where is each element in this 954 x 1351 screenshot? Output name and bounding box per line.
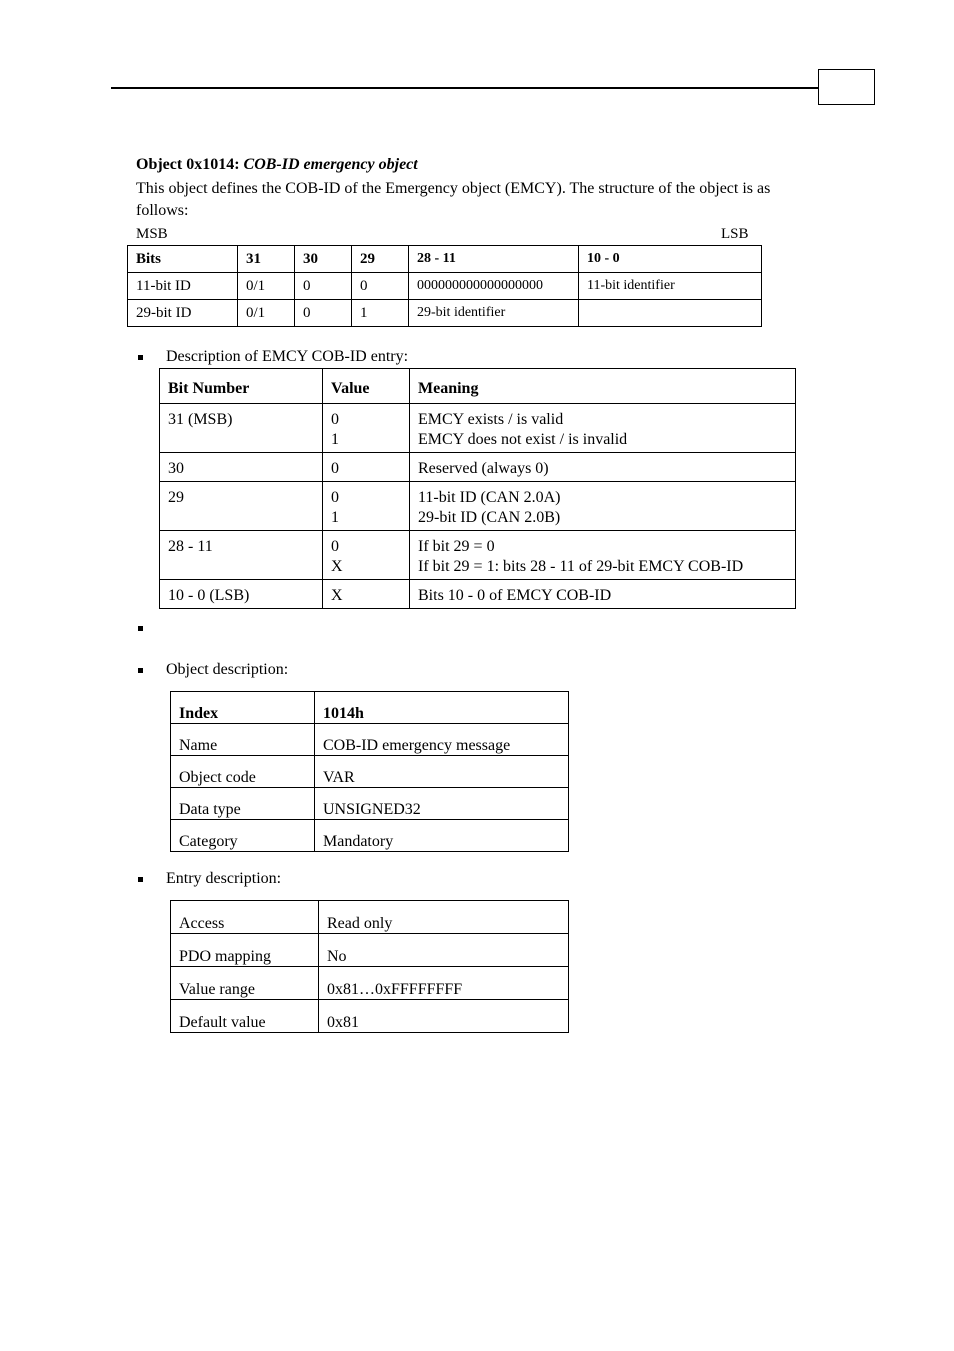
- page-number-box: [818, 69, 875, 105]
- table-header-cell: 31: [238, 246, 295, 273]
- table-cell: 0: [352, 273, 409, 300]
- msb-label: MSB: [136, 226, 168, 242]
- table-header-cell: Value: [323, 369, 410, 404]
- table-row: [160, 404, 796, 453]
- table-cell: Value range: [171, 967, 319, 1000]
- table-cell: 28 - 11: [160, 531, 323, 580]
- table-cell: 11-bit identifier: [579, 273, 762, 300]
- table-row: [160, 531, 796, 580]
- table-row: [171, 820, 569, 852]
- table-cell: No: [319, 934, 569, 967]
- table-cell: [323, 580, 410, 609]
- value-line: 1: [331, 431, 339, 448]
- table-header-row: [128, 246, 762, 273]
- table-cell: Read only: [319, 901, 569, 934]
- table-cell: 1: [352, 300, 409, 327]
- meaning-line: Bits 10 - 0 of EMCY COB-ID: [418, 587, 612, 604]
- meaning-line: EMCY does not exist / is invalid: [418, 431, 628, 448]
- table-cell: [410, 453, 796, 482]
- table-cell: 11-bit ID: [128, 273, 238, 300]
- table-row: [171, 724, 569, 756]
- table-row: [171, 692, 569, 724]
- table-cell: [410, 580, 796, 609]
- table-row: [171, 901, 569, 934]
- value-line: 1: [331, 509, 339, 526]
- object-title: [136, 156, 418, 174]
- table-cell: COB-ID emergency message: [315, 724, 569, 756]
- entry-description-table: [170, 900, 569, 1033]
- table-cell: Default value: [171, 1000, 319, 1033]
- table-cell: Access: [171, 901, 319, 934]
- table-cell: 0x81…0xFFFFFFFF: [319, 967, 569, 1000]
- table-cell: Index: [171, 692, 315, 724]
- table-cell: [323, 482, 410, 531]
- table-cell: 29: [160, 482, 323, 531]
- header-rule: [111, 87, 819, 89]
- table-cell: 0: [295, 300, 352, 327]
- table-cell: VAR: [315, 756, 569, 788]
- meaning-line: If bit 29 = 1: bits 28 - 11 of 29-bit EMCY COB-ID: [418, 558, 744, 575]
- table-row: [171, 1000, 569, 1033]
- list-item-label: Entry description:: [166, 870, 282, 887]
- table-row: [171, 934, 569, 967]
- table-cell: 29-bit ID: [128, 300, 238, 327]
- table-cell: Object code: [171, 756, 315, 788]
- value-line: X: [331, 587, 343, 604]
- table-row: [128, 300, 762, 327]
- table-cell: 31 (MSB): [160, 404, 323, 453]
- meaning-line: Reserved (always 0): [418, 460, 549, 477]
- table-cell: [579, 300, 762, 327]
- table-row: [128, 273, 762, 300]
- meaning-line: 11-bit ID (CAN 2.0A): [418, 489, 561, 506]
- object-title-prefix: Object 0x1014:: [136, 156, 240, 173]
- table-cell: [323, 531, 410, 580]
- bullet-icon: [138, 877, 143, 882]
- list-item-label: Object description:: [166, 661, 289, 678]
- list-item-label: Description of EMCY COB-ID entry:: [166, 348, 409, 365]
- table-cell: 0/1: [238, 273, 295, 300]
- table-row: [171, 788, 569, 820]
- meaning-line: If bit 29 = 0: [418, 538, 495, 555]
- table-cell: PDO mapping: [171, 934, 319, 967]
- table-cell: 1014h: [315, 692, 569, 724]
- table-cell: Mandatory: [315, 820, 569, 852]
- table-row: [160, 580, 796, 609]
- lsb-label: LSB: [721, 226, 749, 242]
- value-line: 0: [331, 538, 339, 555]
- table-row: [171, 967, 569, 1000]
- table-cell: Category: [171, 820, 315, 852]
- table-header-row: [160, 369, 796, 404]
- table-cell: 000000000000000000: [409, 273, 579, 300]
- table-cell: 10 - 0 (LSB): [160, 580, 323, 609]
- table-cell: [410, 404, 796, 453]
- table-cell: [410, 531, 796, 580]
- table-header-cell: Meaning: [410, 369, 796, 404]
- value-line: X: [331, 558, 343, 575]
- table-header-cell: 30: [295, 246, 352, 273]
- table-cell: Name: [171, 724, 315, 756]
- bullet-icon: [138, 668, 143, 673]
- table-cell: UNSIGNED32: [315, 788, 569, 820]
- table-row: [160, 482, 796, 531]
- table-header-cell: Bits: [128, 246, 238, 273]
- table-cell: 0x81: [319, 1000, 569, 1033]
- meaning-line: 29-bit ID (CAN 2.0B): [418, 509, 561, 526]
- object-intro: This object defines the COB-ID of the Emergency object (EMCY). The structure of the object is as follows:: [136, 180, 771, 219]
- bullet-icon: [138, 626, 143, 631]
- table-row: [171, 756, 569, 788]
- bullet-icon: [138, 355, 143, 360]
- emcy-cob-id-table: [159, 368, 796, 609]
- bit-structure-table: [127, 245, 762, 327]
- table-header-cell: 29: [352, 246, 409, 273]
- table-header-cell: 28 - 11: [409, 246, 579, 273]
- object-title-name: COB-ID emergency object: [243, 156, 418, 173]
- value-line: 0: [331, 489, 339, 506]
- value-line: 0: [331, 460, 339, 477]
- table-cell: 30: [160, 453, 323, 482]
- table-cell: 0: [295, 273, 352, 300]
- value-line: 0: [331, 411, 339, 428]
- meaning-line: EMCY exists / is valid: [418, 411, 564, 428]
- table-cell: 29-bit identifier: [409, 300, 579, 327]
- table-header-cell: Bit Number: [160, 369, 323, 404]
- table-header-cell: 10 - 0: [579, 246, 762, 273]
- object-description-table: [170, 691, 569, 852]
- table-cell: [410, 482, 796, 531]
- table-cell: Data type: [171, 788, 315, 820]
- table-row: [160, 453, 796, 482]
- table-cell: [323, 404, 410, 453]
- table-cell: 0/1: [238, 300, 295, 327]
- table-cell: [323, 453, 410, 482]
